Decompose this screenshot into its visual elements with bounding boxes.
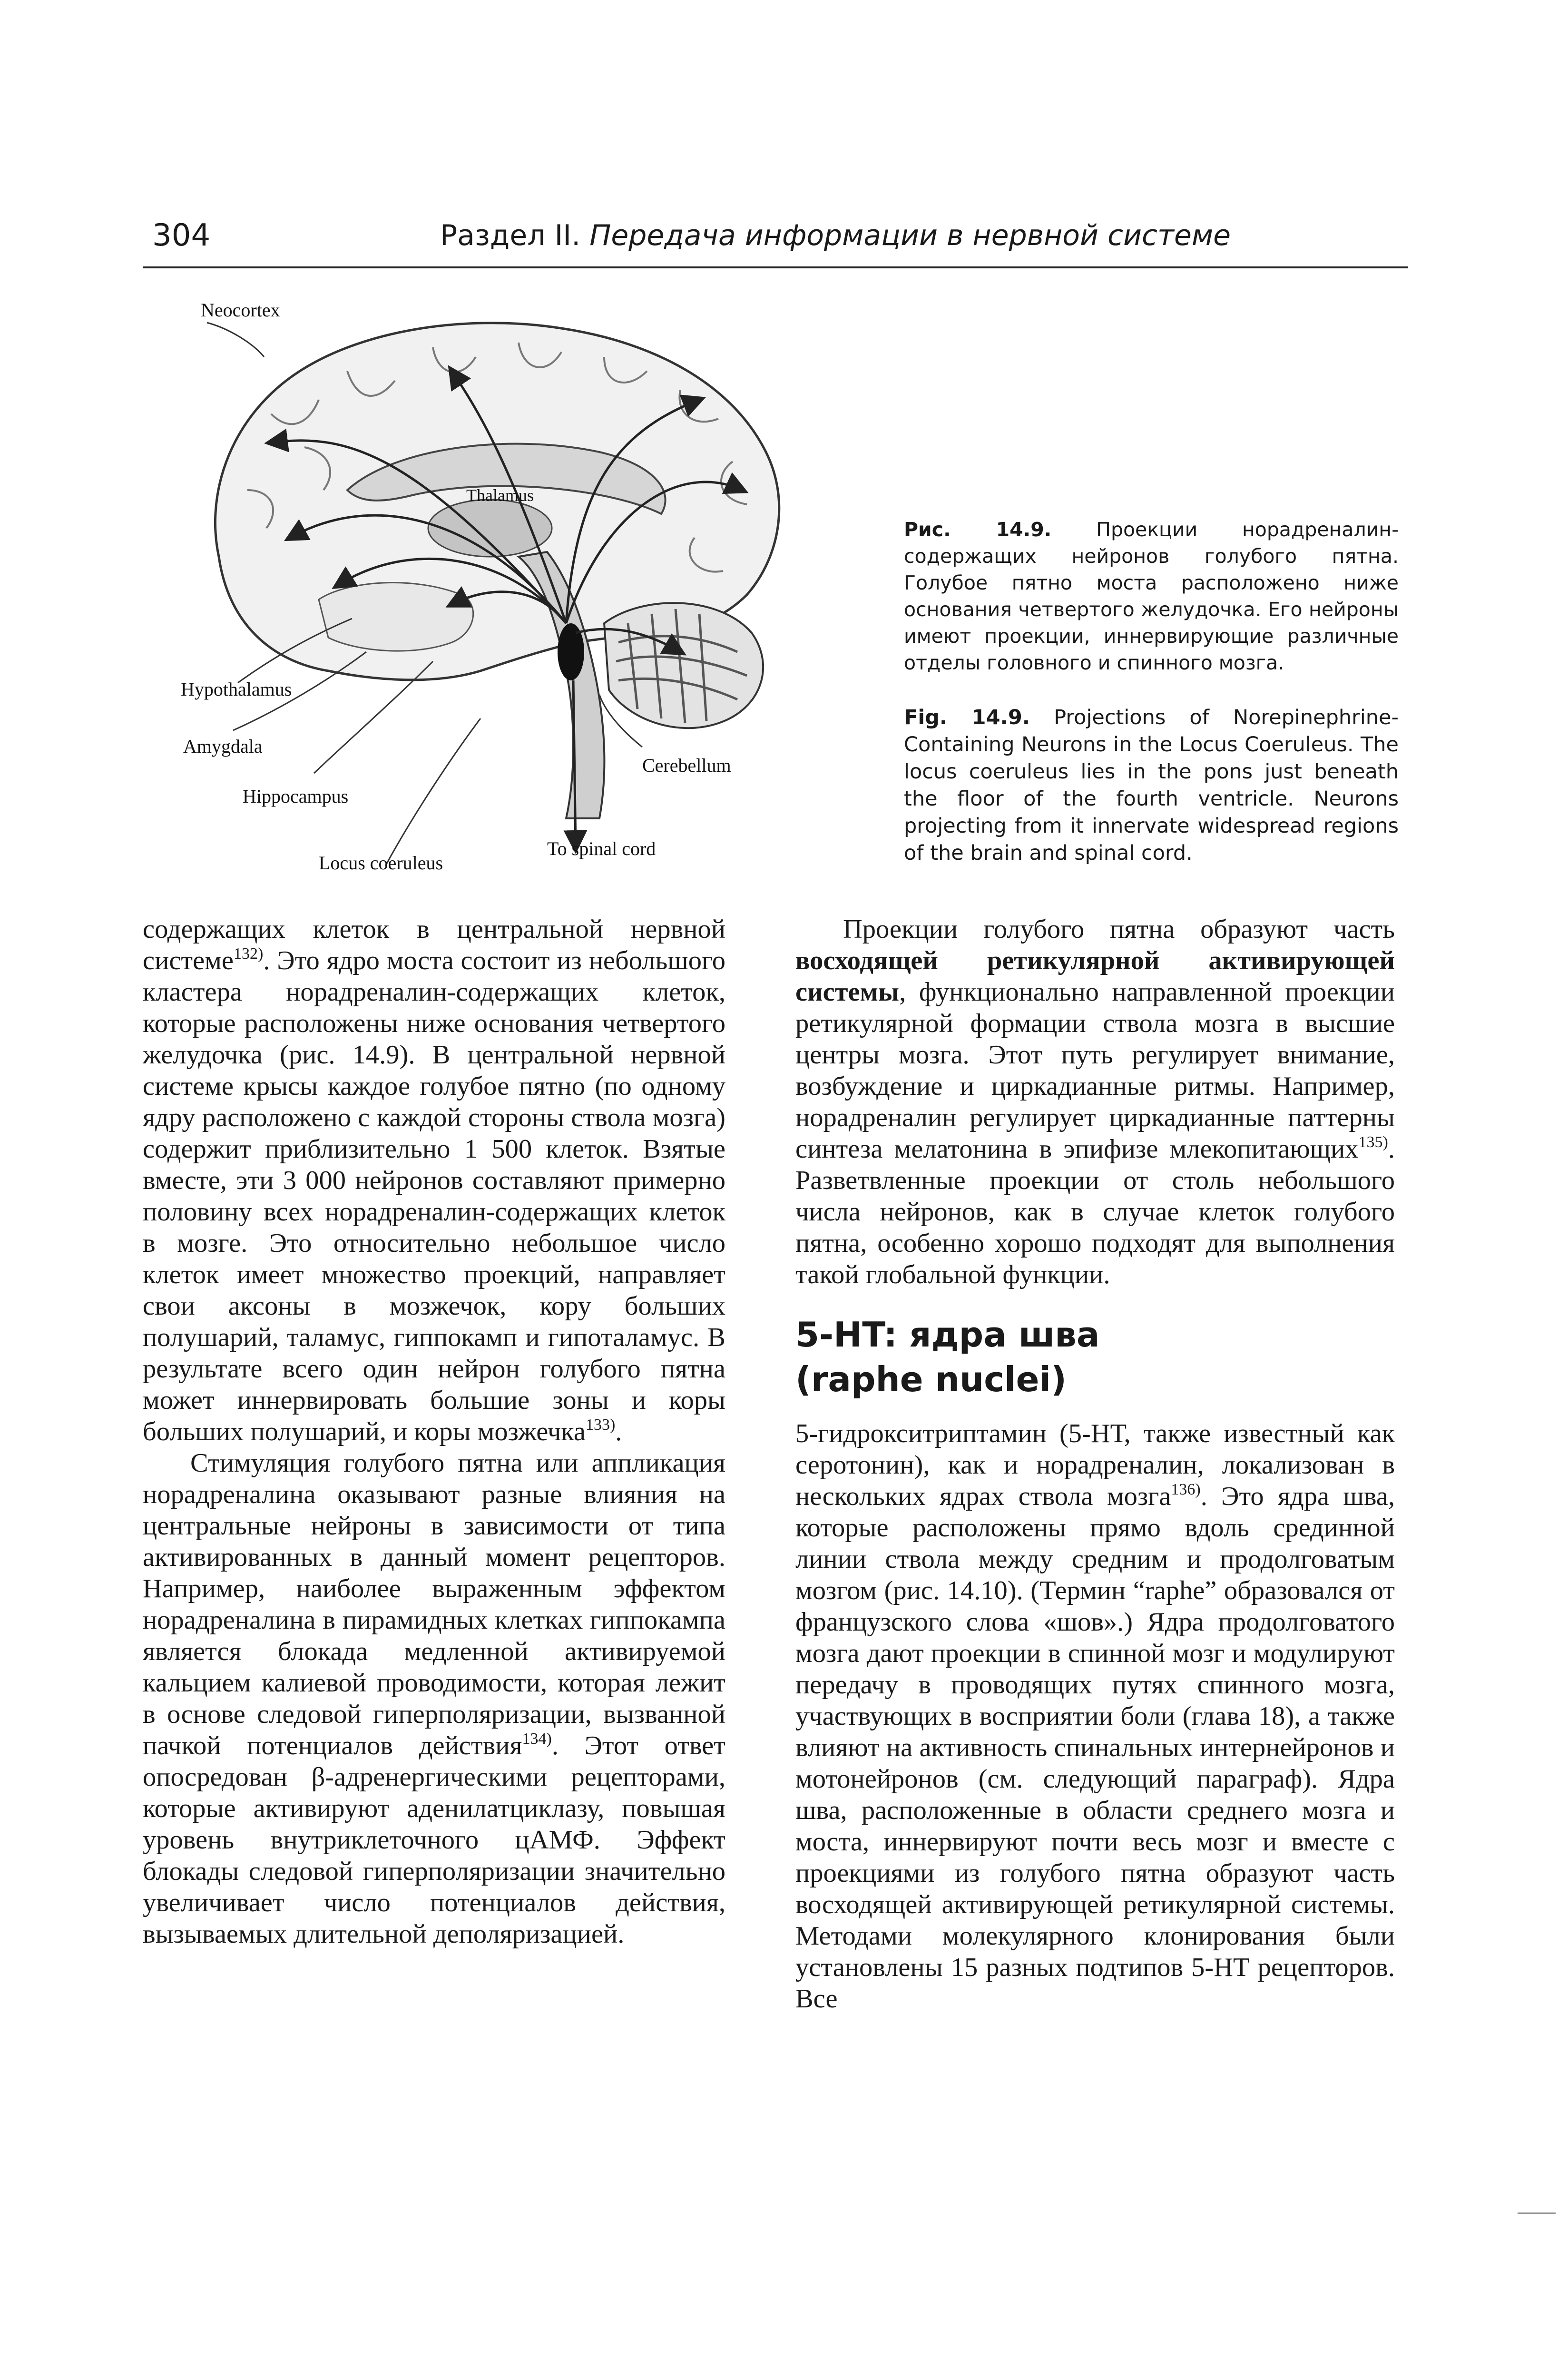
label-thalamus: Thalamus [466, 486, 534, 505]
reference-136: 136) [1171, 1481, 1201, 1498]
text-run: . [615, 1417, 622, 1446]
left-paragraph-2 [143, 1447, 725, 1950]
section-prefix: Раздел II. [440, 219, 581, 252]
bold-term: восходящей ретикулярной активирующей системы [795, 946, 1395, 1007]
label-neocortex: Neocortex [201, 299, 280, 321]
label-locus-coeruleus: Locus coeruleus [319, 852, 443, 874]
text-run: Проекции голубого пятна образуют часть [843, 914, 1395, 944]
thalamus-shape [428, 500, 552, 557]
text-run: . Это ядро моста состоит из небольшого кластера норадреналин-содержащих клеток, которые расположены ниже основания четвертого желудочка (рис. 14.9). В центральной нервной системе крысы каждое голубое пятно (по одному ядру расположено с каждой стороны ствола мозга) содержит приблизительно 1 500 клеток. Взятые вместе, эти 3 000 нейронов составляют примерно половину всех норадреналин-содержащих клеток в мозге. Это относительно небольшое число клеток имеет множество проекций, направляет свои аксоны в мозжечок, кору больших полушарий, таламус, гиппокамп и гипоталамус. В результате всего один нейрон голубого пятна может иннервировать большие зоны и коры больших полушарий, и коры мозжечка [143, 946, 725, 1446]
brain-projection-figure [147, 290, 852, 890]
label-amygdala: Amygdala [183, 736, 263, 757]
label-cerebellum: Cerebellum [642, 755, 731, 776]
section-heading-raphe [795, 1312, 1395, 1402]
reference-133: 133) [585, 1416, 616, 1434]
text-run: содержащих клеток в центральной нервной системе [143, 914, 725, 975]
section-name: Передача информации в нервной системе [589, 219, 1231, 252]
label-hippocampus: Hippocampus [243, 786, 349, 807]
text-run: , функционально направленной проекции ретикулярной формации ствола мозга в высшие центры мозга. Этот путь регулирует внимание, возбуждение и циркадианные ритмы. Например, норадреналин регулирует циркадианные паттерны синтеза мелатонина в эпифизе млекопитающих [795, 977, 1395, 1164]
text-run: Стимуляция голубого пятна или аппликация норадреналина оказывают разные влияния на центральные нейроны в зависимости от типа активированных в данный момент рецепторов. Например, наиболее выраженным эффектом норадреналина в пирамидных клетках гиппокампа является блокада медленной активируемой кальцием калиевой проводимости, которая лежит в основе следовой гиперполяризации, вызванной пачкой потенциалов действия [143, 1448, 725, 1760]
label-to-spinal-cord: To spinal cord [547, 838, 656, 859]
reference-134: 134) [522, 1730, 552, 1748]
page-number: 304 [152, 218, 211, 253]
left-paragraph-1 [143, 914, 725, 1447]
heading-line-2: (raphe nuclei) [795, 1359, 1067, 1399]
temporal-lobe [319, 583, 473, 651]
margin-mark [1518, 2212, 1556, 2214]
right-paragraph-2 [795, 1418, 1395, 2015]
caption-ru-id: Рис. 14.9. [904, 518, 1052, 541]
heading-line-1: 5-HT: ядра шва [795, 1315, 1100, 1355]
text-run: . Разветвленные проекции от столь небольшого числа нейронов, как в случае клеток голубого пятна, особенно хорошо подходят для выполнения такой глобальной функции. [795, 1134, 1395, 1289]
text-run: 5-гидрокситриптамин (5-НТ, также известный как серотонин), как и норадреналин, локализован в нескольких ядрах ствола мозга [795, 1419, 1395, 1511]
section-title [440, 209, 1231, 262]
text-run: . Этот ответ опосредован β-адренергическими рецепторами, которые активируют аденилатциклазу, повышая уровень внутриклеточного цАМФ. Эффект блокады следовой гиперполяризации значительно увеличивает число потенциалов действия, вызываемых длительной деполяризацией. [143, 1731, 725, 1949]
text-run: . Это ядра шва, которые расположены прямо вдоль срединной линии ствола между средним и продолговатым мозгом (рис. 14.10). (Термин “raphe” образовался от французского слова «шов».) Ядра продолговатого мозга дают проекции в спинной мозг и модулируют передачу в проводящих путях спинного мозга, участвующих в восприятии боли (глава 18), а также влияют на активность спинальных интернейронов и мотонейронов (см. следующий параграф). Ядра шва, расположенные в области среднего мозга и моста, иннервируют почти весь мозг и вместе с проекциями из голубого пятна образуют часть восходящей активирующей ретикулярной системы. Методами молекулярного клонирования были установлены 15 разных подтипов 5-НТ рецепторов. Все [795, 1482, 1395, 2014]
caption-ru-text: Проекции норадреналин-содержащих нейронов голубого пятна. Голубое пятно моста расположено ниже основания четвертого желудочка. Его нейроны имеют проекции, иннервирующие различные отделы головного и спинного мозга. [904, 518, 1399, 674]
reference-132: 132) [234, 945, 264, 963]
figure-caption-english [904, 704, 1399, 867]
reference-135: 135) [1358, 1133, 1388, 1151]
caption-en-text: Projections of Norepinephrine-Containing Neurons in the Locus Coeruleus. The locus coeruleus lies in the pons just beneath the floor of the fourth ventricle. Neurons projecting from it innervate widespread regions of the brain and spinal cord. [904, 706, 1399, 865]
right-column [795, 914, 1395, 2015]
running-head [143, 209, 1408, 268]
figure-caption-russian [904, 516, 1399, 676]
label-hypothalamus: Hypothalamus [181, 678, 292, 700]
right-paragraph-1 [795, 914, 1395, 1290]
caption-en-id: Fig. 14.9. [904, 706, 1030, 729]
left-column [143, 914, 725, 1950]
